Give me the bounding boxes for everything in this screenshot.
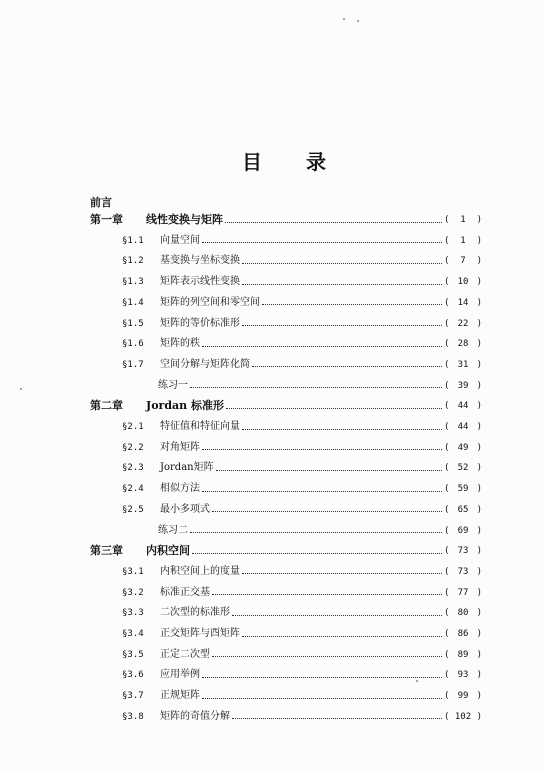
paren-open: ( bbox=[444, 546, 450, 557]
paren-close: ) bbox=[476, 587, 482, 598]
page-number-value: 59 bbox=[457, 484, 469, 495]
page-number bbox=[444, 398, 482, 414]
page-number-value: 22 bbox=[457, 318, 469, 329]
paren-open: ( bbox=[444, 256, 450, 267]
paren-close: ) bbox=[476, 380, 482, 391]
page-number-value: 44 bbox=[457, 401, 469, 412]
paren-open: ( bbox=[444, 629, 450, 639]
page-number bbox=[444, 440, 482, 456]
dot-leader bbox=[242, 325, 442, 326]
dot-leader bbox=[202, 346, 442, 347]
toc-exercise-entry bbox=[158, 523, 482, 539]
paren-close: ) bbox=[476, 463, 482, 474]
paren-close: ) bbox=[476, 235, 482, 246]
section-name: 矩阵的列空间和零空间 bbox=[160, 296, 260, 308]
section-name: 应用举例 bbox=[160, 669, 200, 681]
dot-leader bbox=[202, 677, 442, 678]
title-char-2: 录 bbox=[306, 150, 328, 174]
page-number bbox=[444, 336, 482, 352]
page-number bbox=[444, 688, 482, 704]
scan-speck bbox=[343, 18, 345, 20]
section-number: §1.5 bbox=[122, 318, 144, 329]
toc-section-entry bbox=[122, 233, 482, 249]
page-number-value: 39 bbox=[457, 380, 469, 391]
paren-open: ( bbox=[444, 297, 450, 308]
paren-open: ( bbox=[444, 525, 450, 536]
paren-open: ( bbox=[444, 463, 450, 474]
section-number: §1.3 bbox=[122, 277, 144, 288]
page-number-value: 93 bbox=[457, 670, 469, 681]
scan-speck bbox=[416, 680, 418, 682]
scan-speck bbox=[20, 388, 22, 390]
paren-close: ) bbox=[476, 649, 482, 660]
toc-section-entry bbox=[122, 626, 482, 642]
section-name: 矩阵的秩 bbox=[160, 338, 200, 350]
page-number-value: 49 bbox=[457, 442, 469, 453]
page-number bbox=[444, 212, 482, 228]
page-number bbox=[444, 419, 482, 435]
paren-open: ( bbox=[444, 711, 450, 722]
toc-section-entry bbox=[122, 253, 482, 269]
paren-open: ( bbox=[444, 670, 450, 681]
page-number-value: 14 bbox=[457, 297, 469, 308]
dot-leader bbox=[262, 304, 442, 305]
scan-speck bbox=[357, 20, 359, 22]
toc-section-entry bbox=[122, 709, 482, 725]
section-number: §1.2 bbox=[122, 256, 144, 267]
paren-open: ( bbox=[444, 401, 450, 412]
dot-leader bbox=[212, 511, 442, 512]
page-number-value: 80 bbox=[457, 608, 469, 619]
page-number bbox=[444, 543, 482, 559]
paren-close: ) bbox=[476, 442, 482, 453]
section-number: §2.2 bbox=[122, 442, 144, 453]
toc-section-entry bbox=[122, 481, 482, 497]
dot-leader bbox=[242, 284, 442, 285]
toc-section-entry bbox=[122, 440, 482, 456]
dot-leader bbox=[202, 242, 442, 243]
section-name: Jordan矩阵 bbox=[160, 462, 214, 474]
section-name: 最小多项式 bbox=[160, 503, 210, 515]
section-number: §3.7 bbox=[122, 691, 144, 702]
section-number: §2.3 bbox=[122, 463, 144, 474]
paren-open: ( bbox=[444, 587, 450, 598]
preface-entry: 前言 bbox=[90, 196, 112, 209]
section-number: §3.8 bbox=[122, 711, 144, 722]
toc-section-entry bbox=[122, 357, 482, 373]
dot-leader bbox=[242, 573, 442, 574]
dot-leader bbox=[190, 532, 442, 533]
paren-open: ( bbox=[444, 318, 450, 329]
paren-open: ( bbox=[444, 339, 450, 350]
page-number-value: 73 bbox=[457, 546, 469, 557]
page-number-value: 86 bbox=[457, 629, 469, 639]
paren-close: ) bbox=[476, 215, 482, 225]
toc-chapter-entry bbox=[90, 398, 482, 414]
page-number-value: 77 bbox=[457, 587, 469, 598]
dot-leader bbox=[192, 553, 442, 554]
page-number bbox=[444, 295, 482, 311]
paren-close: ) bbox=[476, 277, 482, 288]
toc-section-entry bbox=[122, 564, 482, 580]
exercise-name: 练习一 bbox=[158, 379, 188, 391]
toc-section-entry bbox=[122, 605, 482, 621]
paren-close: ) bbox=[476, 629, 482, 639]
toc-section-entry bbox=[122, 502, 482, 518]
dot-leader bbox=[226, 408, 442, 409]
paren-open: ( bbox=[444, 504, 450, 515]
paren-open: ( bbox=[444, 608, 450, 619]
paren-close: ) bbox=[476, 711, 482, 722]
page-number bbox=[444, 523, 482, 539]
dot-leader bbox=[216, 470, 442, 471]
page-number-value: 99 bbox=[457, 691, 469, 702]
paren-close: ) bbox=[476, 504, 482, 515]
paren-open: ( bbox=[444, 380, 450, 391]
paren-close: ) bbox=[476, 608, 482, 619]
dot-leader bbox=[232, 718, 442, 719]
page-number bbox=[444, 605, 482, 621]
page-number-value: 28 bbox=[457, 339, 469, 350]
toc-section-entry bbox=[122, 647, 482, 663]
page-number bbox=[444, 667, 482, 683]
paren-close: ) bbox=[476, 318, 482, 329]
page-number bbox=[444, 502, 482, 518]
section-name: 矩阵的奇值分解 bbox=[160, 710, 230, 722]
paren-close: ) bbox=[476, 339, 482, 350]
section-name: 特征值和特征向量 bbox=[160, 421, 240, 432]
section-number: §1.4 bbox=[122, 297, 144, 308]
section-number: §1.6 bbox=[122, 339, 144, 350]
chapter-name: 线性变换与矩阵 bbox=[146, 213, 223, 226]
page-number-value: 7 bbox=[460, 256, 466, 267]
toc-section-entry bbox=[122, 274, 482, 290]
page-number-value: 65 bbox=[457, 504, 469, 515]
dot-leader bbox=[212, 656, 442, 657]
section-name: 标准正交基 bbox=[160, 586, 210, 598]
toc-chapter-entry bbox=[90, 543, 482, 559]
toc-section-entry bbox=[122, 460, 482, 476]
section-name: 二次型的标准形 bbox=[160, 607, 230, 619]
toc-exercise-entry bbox=[158, 378, 482, 394]
page-number bbox=[444, 378, 482, 394]
paren-close: ) bbox=[476, 566, 482, 577]
section-number: §3.6 bbox=[122, 670, 144, 681]
page-number-value: 10 bbox=[457, 277, 469, 288]
toc-section-entry bbox=[122, 585, 482, 601]
section-number: §2.1 bbox=[122, 422, 144, 432]
page-number-value: 69 bbox=[457, 525, 469, 536]
section-name: 向量空间 bbox=[160, 234, 200, 246]
page-number bbox=[444, 357, 482, 373]
paren-close: ) bbox=[476, 297, 482, 308]
toc-section-entry bbox=[122, 336, 482, 352]
dot-leader bbox=[202, 491, 442, 492]
dot-leader bbox=[242, 429, 442, 430]
dot-leader bbox=[212, 594, 442, 595]
paren-close: ) bbox=[476, 546, 482, 557]
chapter-label: 第一章 bbox=[90, 213, 123, 226]
section-number: §2.4 bbox=[122, 484, 144, 495]
page-number-value: 89 bbox=[457, 649, 469, 660]
paren-open: ( bbox=[444, 422, 450, 432]
page-number bbox=[444, 274, 482, 290]
dot-leader bbox=[252, 366, 442, 367]
toc-chapter-entry bbox=[90, 212, 482, 228]
paren-close: ) bbox=[476, 359, 482, 370]
section-number: §3.4 bbox=[122, 629, 144, 639]
section-name: 相似方法 bbox=[160, 483, 200, 495]
page-number bbox=[444, 585, 482, 601]
page-number bbox=[444, 709, 482, 725]
page-number-value: 1 bbox=[460, 235, 466, 246]
title-char-1: 目 bbox=[242, 150, 264, 174]
page-number-value: 102 bbox=[454, 711, 472, 722]
page-number bbox=[444, 647, 482, 663]
dot-leader bbox=[242, 636, 442, 637]
toc-section-entry bbox=[122, 419, 482, 435]
dot-leader bbox=[190, 387, 442, 388]
page-number bbox=[444, 233, 482, 249]
dot-leader bbox=[225, 222, 442, 223]
page-number bbox=[444, 460, 482, 476]
section-number: §1.7 bbox=[122, 359, 144, 370]
paren-close: ) bbox=[476, 670, 482, 681]
paren-open: ( bbox=[444, 566, 450, 577]
page-number bbox=[444, 626, 482, 642]
page-number-value: 52 bbox=[457, 463, 469, 474]
page-number-value: 31 bbox=[457, 359, 469, 370]
section-name: 基变换与坐标变换 bbox=[160, 255, 240, 267]
section-number: §2.5 bbox=[122, 504, 144, 515]
paren-open: ( bbox=[444, 442, 450, 453]
chapter-label: 第二章 bbox=[90, 399, 123, 413]
chapter-name: Jordan 标准形 bbox=[146, 399, 224, 413]
paren-open: ( bbox=[444, 277, 450, 288]
paren-open: ( bbox=[444, 649, 450, 660]
section-name: 对角矩阵 bbox=[160, 441, 200, 453]
toc-section-entry bbox=[122, 688, 482, 704]
section-number: §3.5 bbox=[122, 649, 144, 660]
paren-close: ) bbox=[476, 525, 482, 536]
page-number bbox=[444, 481, 482, 497]
chapter-label: 第三章 bbox=[90, 544, 123, 558]
paren-open: ( bbox=[444, 691, 450, 702]
paren-open: ( bbox=[444, 359, 450, 370]
section-name: 正定二次型 bbox=[160, 648, 210, 660]
section-number: §3.2 bbox=[122, 587, 144, 598]
section-number: §3.1 bbox=[122, 566, 144, 577]
section-number: §3.3 bbox=[122, 608, 144, 619]
dot-leader bbox=[202, 698, 442, 699]
paren-close: ) bbox=[476, 256, 482, 267]
section-name: 矩阵表示线性变换 bbox=[160, 276, 240, 288]
toc-section-entry bbox=[122, 295, 482, 311]
page-number bbox=[444, 564, 482, 580]
paren-close: ) bbox=[476, 691, 482, 702]
page-number bbox=[444, 253, 482, 269]
toc-section-entry bbox=[122, 316, 482, 332]
toc-section-entry bbox=[122, 667, 482, 683]
dot-leader bbox=[242, 263, 442, 264]
paren-open: ( bbox=[444, 484, 450, 495]
paren-close: ) bbox=[476, 422, 482, 432]
page-number-value: 1 bbox=[460, 215, 466, 225]
section-number: §1.1 bbox=[122, 235, 144, 246]
page-number bbox=[444, 316, 482, 332]
section-name: 空间分解与矩阵化简 bbox=[160, 358, 250, 370]
section-name: 矩阵的等价标准形 bbox=[160, 317, 240, 329]
chapter-name: 内积空间 bbox=[146, 544, 190, 558]
exercise-name: 练习二 bbox=[158, 524, 188, 536]
page-number-value: 44 bbox=[457, 422, 469, 432]
paren-close: ) bbox=[476, 401, 482, 412]
dot-leader bbox=[232, 615, 442, 616]
paren-open: ( bbox=[444, 215, 450, 225]
section-name: 正交矩阵与酉矩阵 bbox=[160, 628, 240, 639]
section-name: 正规矩阵 bbox=[160, 690, 200, 702]
page-number-value: 73 bbox=[457, 566, 469, 577]
paren-open: ( bbox=[444, 235, 450, 246]
paren-close: ) bbox=[476, 484, 482, 495]
section-name: 内积空间上的度量 bbox=[160, 565, 240, 577]
dot-leader bbox=[202, 449, 442, 450]
